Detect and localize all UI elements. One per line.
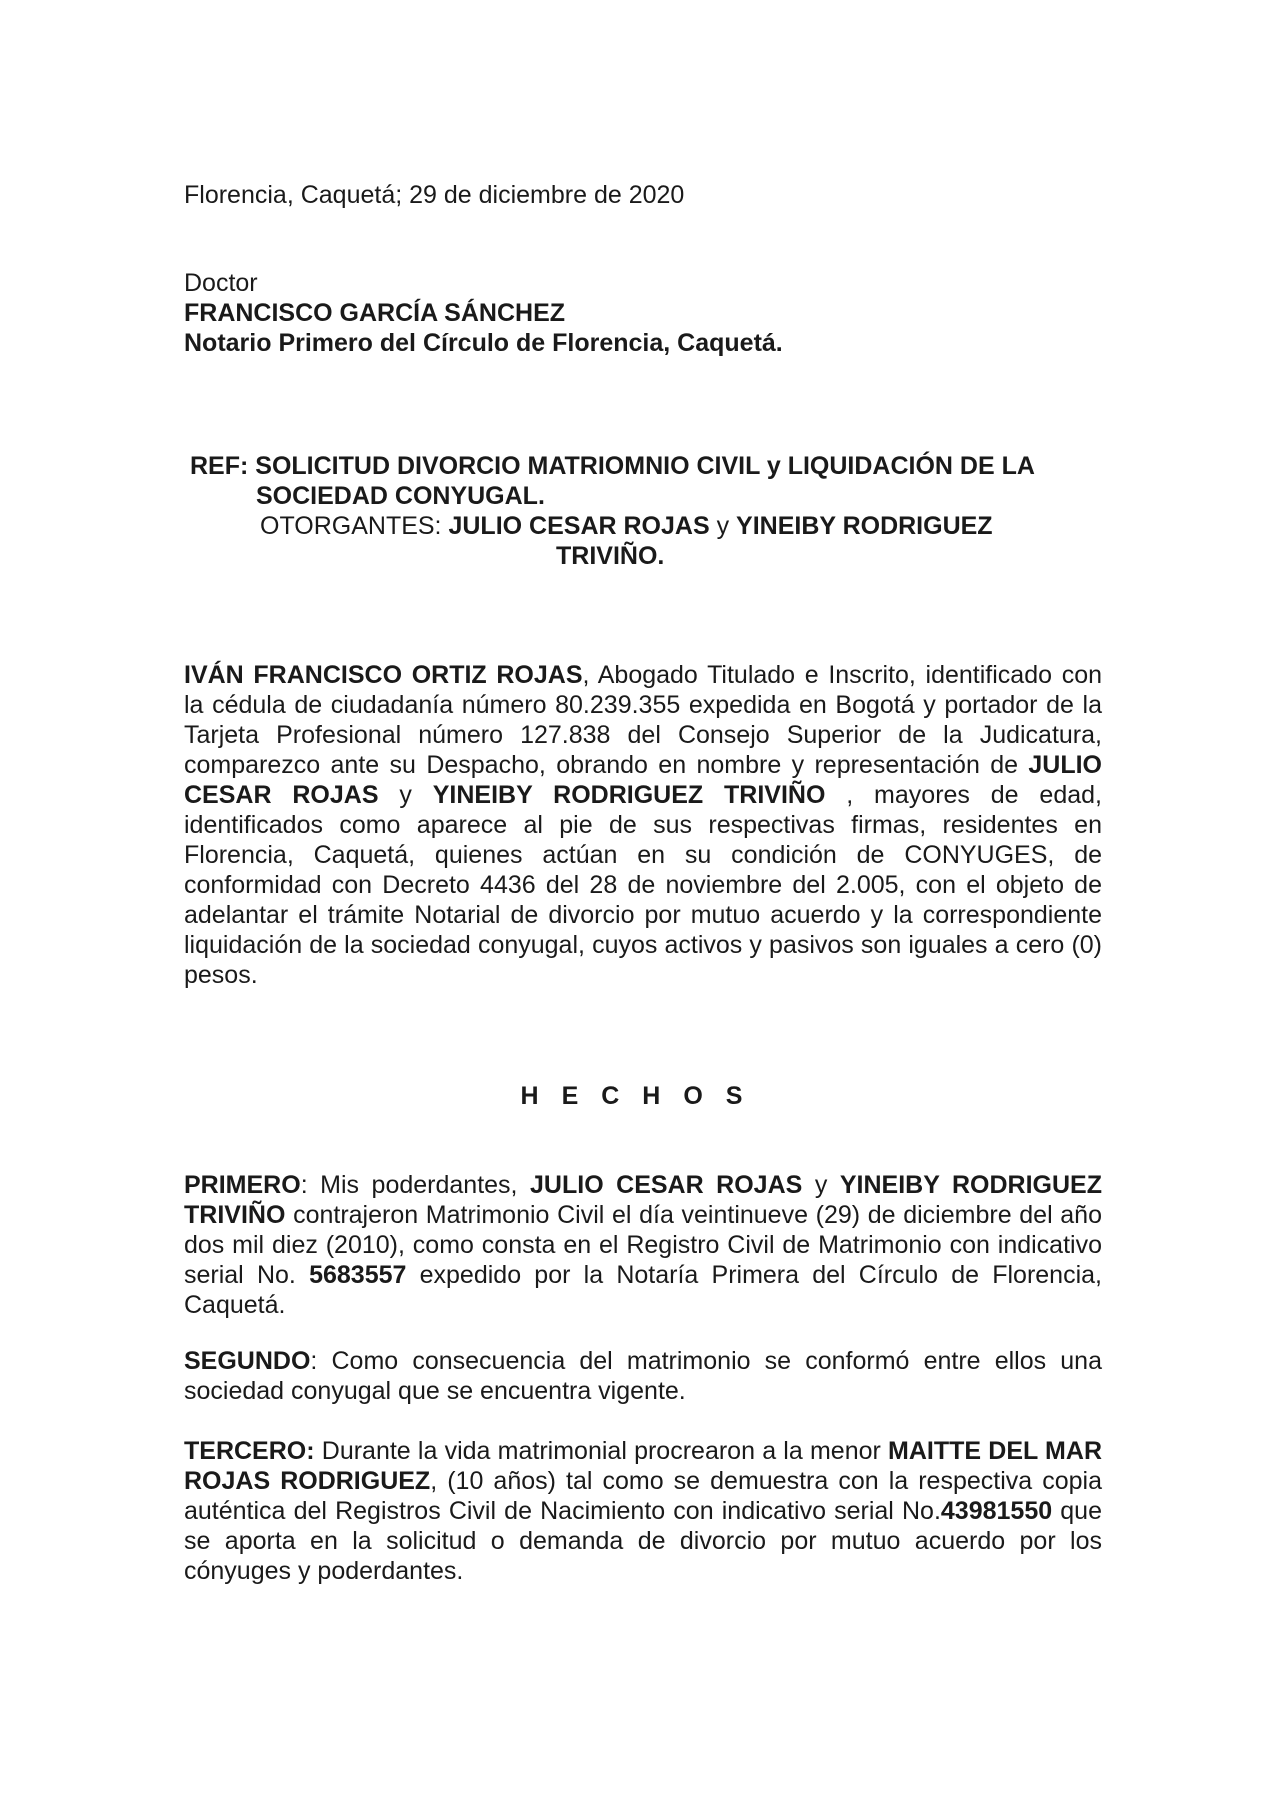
addressee-salutation: Doctor	[184, 269, 258, 297]
reference-grantors: OTORGANTES: JULIO CESAR ROJAS y YINEIBY RODRIGUEZ	[260, 512, 993, 540]
addressee-block	[184, 268, 1102, 358]
intro-paragraph: IVÁN FRANCISCO ORTIZ ROJAS, Abogado Titulado e Inscrito, identificado con la cédula de ciudadanía número 80.239.355 expedida en Bogotá y portador de la Tarjeta Profesional número 127.838 del Consejo Superior de la Judicatura, comparezco ante su Despacho, obrando en nombre y representación de JULIO CESAR ROJAS y YINEIBY RODRIGUEZ TRIVIÑO , mayores de edad, identificados como aparece al pie de sus respectivas firmas, residentes en Florencia, Caquetá, quienes actúan en su condición de CONYUGES, de conformidad con Decreto 4436 del 28 de noviembre del 2.005, con el objeto de adelantar el trámite Notarial de divorcio por mutuo acuerdo y la correspondiente liquidación de la sociedad conyugal, cuyos activos y pasivos son iguales a cero (0) pesos.	[184, 661, 1102, 989]
date-line: Florencia, Caquetá; 29 de diciembre de 2020	[184, 181, 685, 209]
fact-tercero: TERCERO: Durante la vida matrimonial procrearon a la menor MAITTE DEL MAR ROJAS RODRIGUEZ, (10 años) tal como se demuestra con la respectiva copia auténtica del Registros Civil de Nacimiento con indicativo serial No.43981550 que se aporta en la solicitud o demanda de divorcio por mutuo acuerdo por los cónyuges y poderdantes.	[184, 1437, 1102, 1585]
fact-primero: PRIMERO: Mis poderdantes, JULIO CESAR ROJAS y YINEIBY RODRIGUEZ TRIVIÑO contrajeron Matrimonio Civil el día veintinueve (29) de diciembre del año dos mil diez (2010), como consta en el Registro Civil de Matrimonio con indicativo serial No. 5683557 expedido por la Notaría Primera del Círculo de Florencia, Caquetá.	[184, 1171, 1102, 1319]
addressee-name: FRANCISCO GARCÍA SÁNCHEZ	[184, 299, 566, 327]
section-title-hechos: HECHOS	[520, 1082, 766, 1110]
addressee-title: Notario Primero del Círculo de Florencia, Caquetá.	[184, 329, 783, 357]
reference-grantors-cont: TRIVIÑO.	[556, 542, 665, 570]
reference-line-1: REF: SOLICITUD DIVORCIO MATRIOMNIO CIVIL y LIQUIDACIÓN DE LA	[190, 452, 1035, 480]
fact-segundo: SEGUNDO: Como consecuencia del matrimonio se conformó entre ellos una sociedad conyugal que se encuentra vigente.	[184, 1347, 1102, 1405]
reference-line-2: SOCIEDAD CONYUGAL.	[256, 482, 545, 510]
lawyer-name: IVÁN FRANCISCO ORTIZ ROJAS	[184, 661, 583, 689]
reference-block	[190, 451, 1102, 571]
